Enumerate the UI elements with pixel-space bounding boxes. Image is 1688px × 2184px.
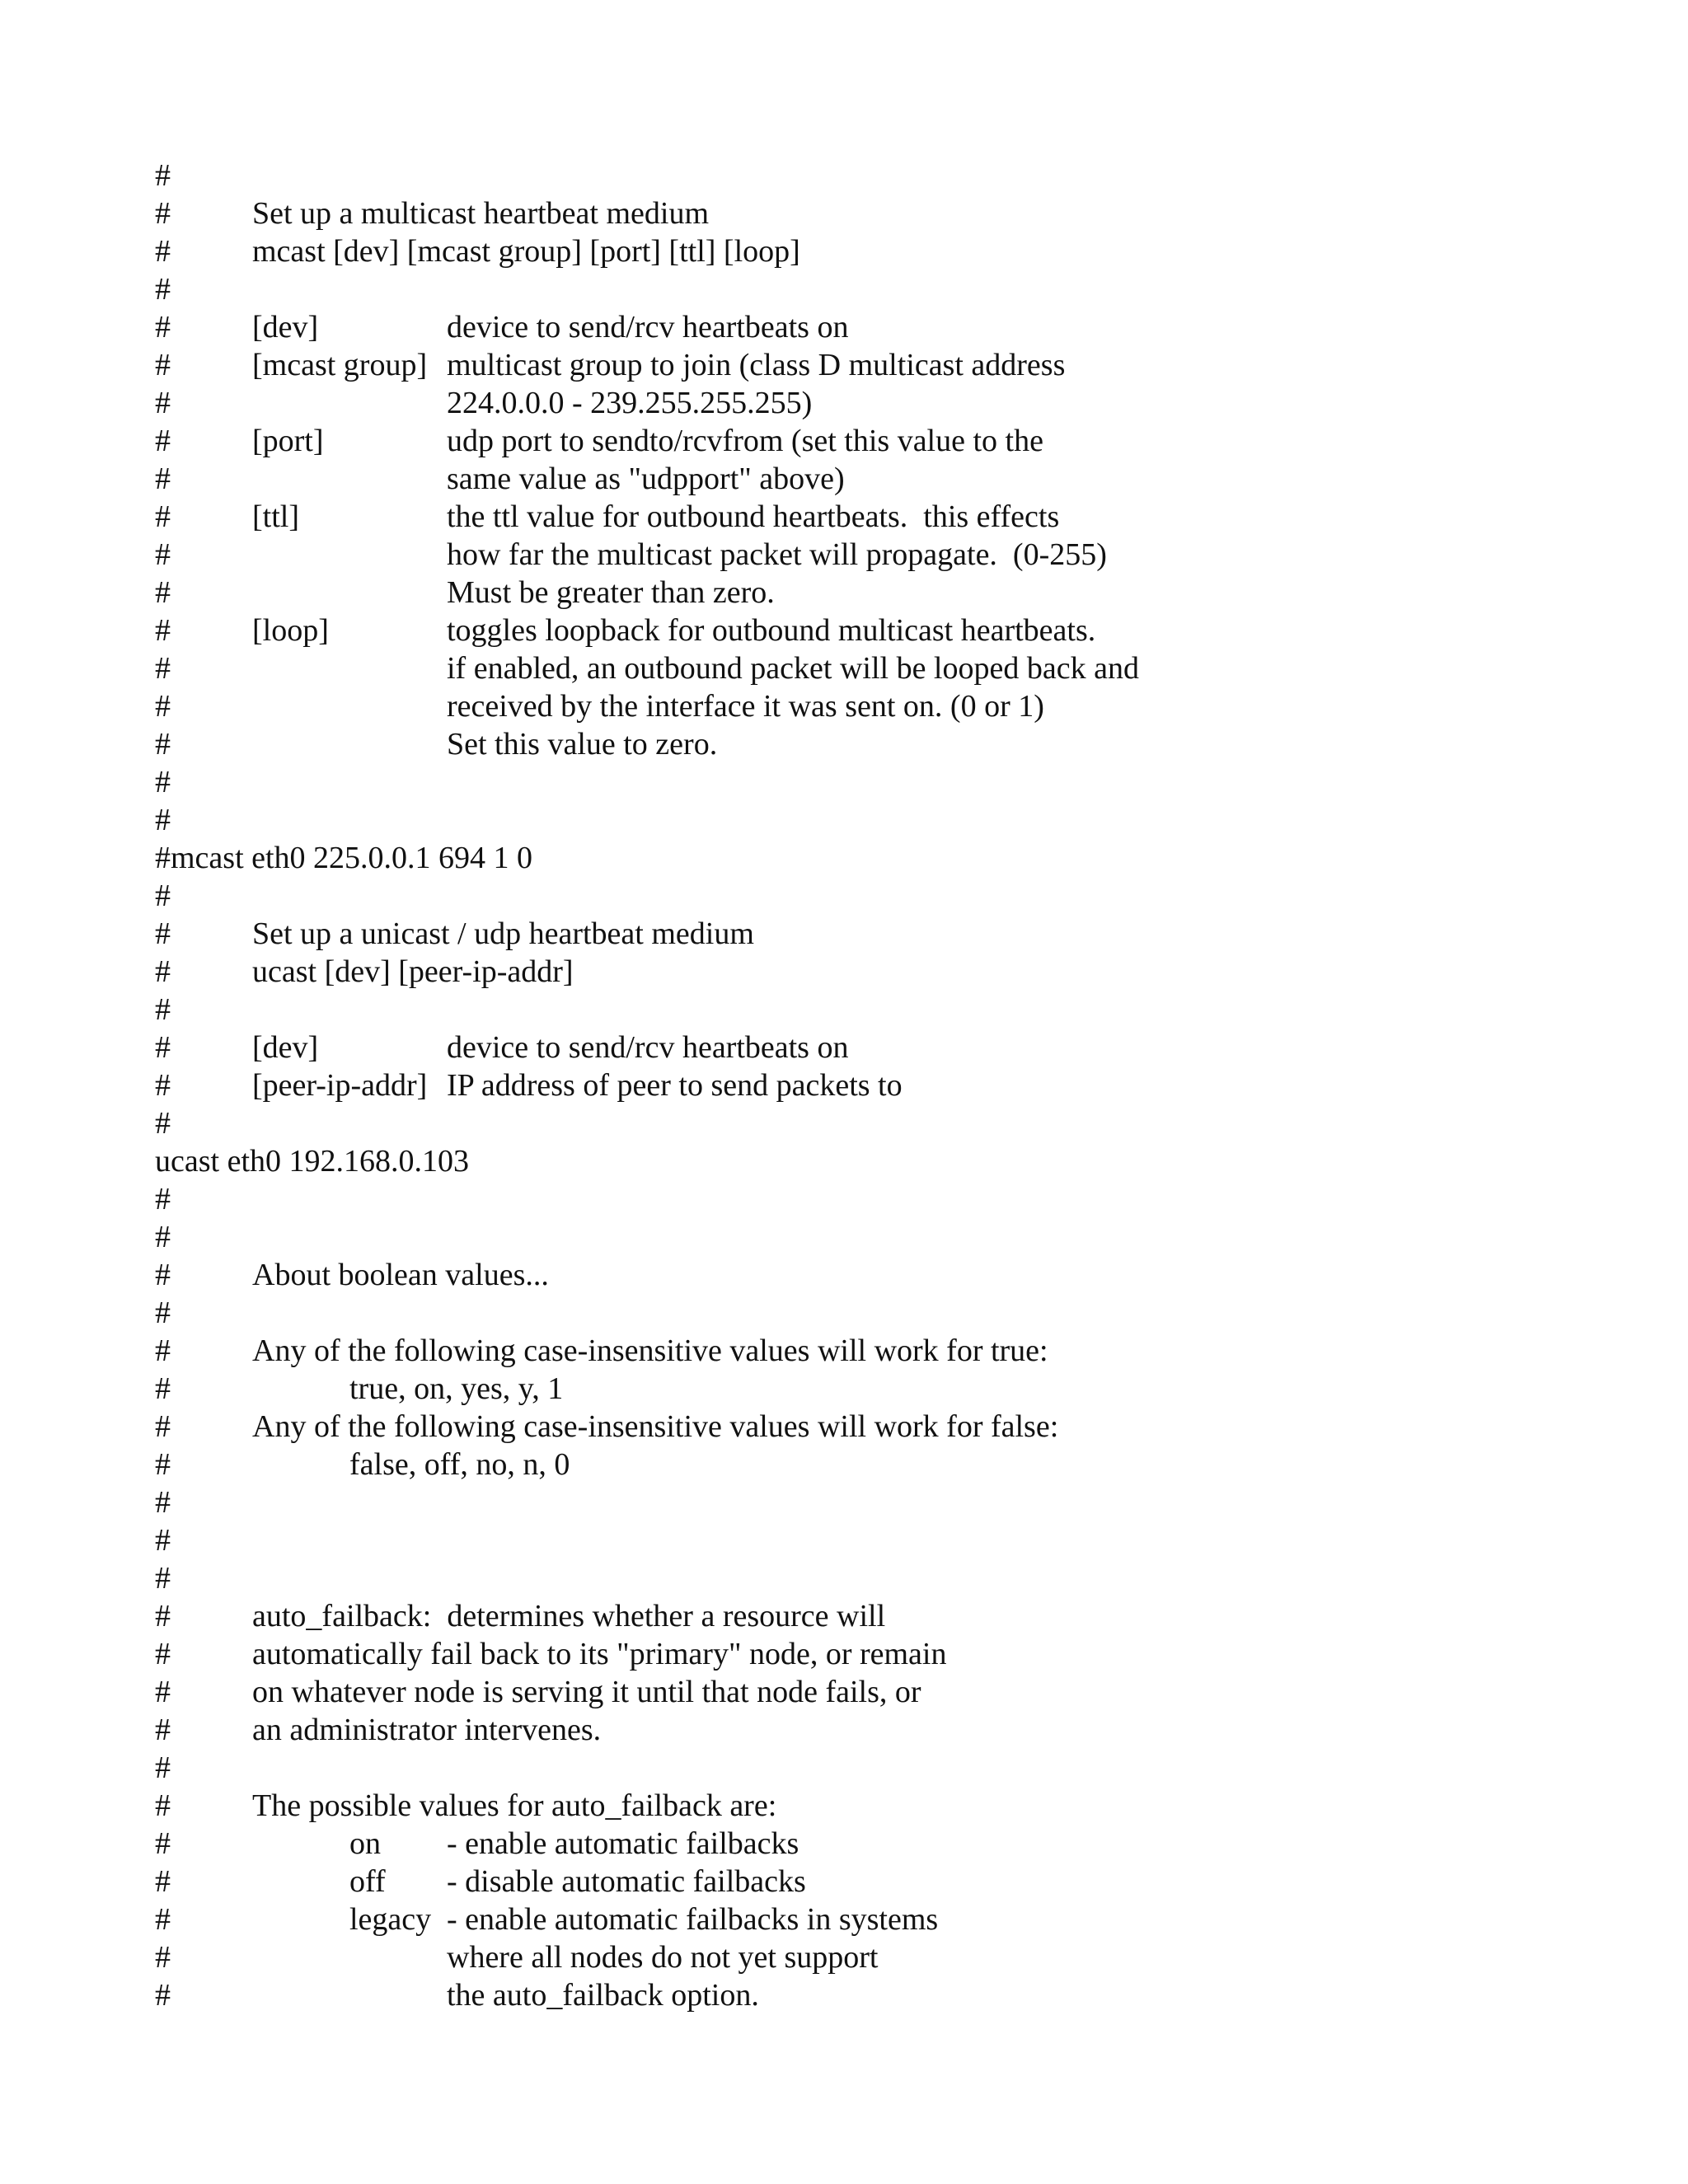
text-column-2: legacy bbox=[349, 1902, 432, 1937]
comment-marker: # bbox=[155, 1713, 171, 1747]
text-line bbox=[155, 649, 1556, 687]
comment-marker: # bbox=[155, 234, 171, 269]
text-column-3: the auto_failback option. bbox=[447, 1978, 759, 2013]
text-line bbox=[155, 270, 1556, 308]
comment-marker: # bbox=[155, 1258, 171, 1292]
text-column-2: on bbox=[349, 1826, 381, 1861]
text-line bbox=[155, 1597, 1556, 1635]
comment-marker: # bbox=[155, 1675, 171, 1709]
text-column-1: [ttl] bbox=[252, 499, 299, 534]
comment-marker: # bbox=[155, 1106, 171, 1141]
comment-marker: # bbox=[155, 1333, 171, 1368]
comment-marker: # bbox=[155, 765, 171, 799]
text-column-3: where all nodes do not yet support bbox=[447, 1940, 879, 1975]
text-line bbox=[155, 1559, 1556, 1597]
comment-marker: # bbox=[155, 575, 171, 610]
text-column-1: ucast [dev] [peer-ip-addr] bbox=[252, 954, 574, 989]
comment-marker: # bbox=[155, 1182, 171, 1216]
comment-marker: # bbox=[155, 1826, 171, 1861]
text-line bbox=[155, 460, 1556, 498]
comment-marker: # bbox=[155, 1788, 171, 1823]
comment-marker: # bbox=[155, 499, 171, 534]
text-line bbox=[155, 687, 1556, 725]
text-column-1: Any of the following case-insensitive values will work for true: bbox=[252, 1333, 1048, 1368]
comment-marker: ucast eth0 192.168.0.103 bbox=[155, 1144, 470, 1179]
text-column-3: received by the interface it was sent on. (0 or 1) bbox=[447, 689, 1044, 724]
text-line bbox=[155, 498, 1556, 536]
text-line bbox=[155, 308, 1556, 346]
text-column-3: 224.0.0.0 - 239.255.255.255) bbox=[447, 386, 813, 420]
text-column-3: Must be greater than zero. bbox=[447, 575, 775, 610]
comment-marker: # bbox=[155, 613, 171, 648]
comment-marker: # bbox=[155, 1599, 171, 1633]
comment-marker: # bbox=[155, 158, 171, 193]
comment-marker: # bbox=[155, 1637, 171, 1671]
comment-marker: # bbox=[155, 1296, 171, 1330]
text-line bbox=[155, 1029, 1556, 1066]
text-line bbox=[155, 953, 1556, 991]
config-text bbox=[155, 157, 1556, 2014]
text-column-1: automatically fail back to its "primary" node, or remain bbox=[252, 1637, 947, 1671]
text-line bbox=[155, 612, 1556, 649]
text-column-1: an administrator intervenes. bbox=[252, 1713, 602, 1747]
text-column-1: mcast [dev] [mcast group] [port] [ttl] [loop] bbox=[252, 234, 800, 269]
text-line bbox=[155, 1408, 1556, 1446]
text-column-1: The possible values for auto_failback are: bbox=[252, 1788, 777, 1823]
text-column-1: on whatever node is serving it until that node fails, or bbox=[252, 1675, 921, 1709]
text-column-1: [mcast group] bbox=[252, 348, 428, 382]
text-line bbox=[155, 536, 1556, 574]
comment-marker: # bbox=[155, 992, 171, 1027]
comment-marker: # bbox=[155, 1561, 171, 1596]
text-column-1: About boolean values... bbox=[252, 1258, 549, 1292]
text-column-1: [port] bbox=[252, 424, 324, 458]
text-line bbox=[155, 725, 1556, 763]
comment-marker: # bbox=[155, 1485, 171, 1520]
text-line bbox=[155, 1521, 1556, 1559]
text-column-3: udp port to sendto/rcvfrom (set this value to the bbox=[447, 424, 1043, 458]
text-line bbox=[155, 1180, 1556, 1218]
text-column-1: [loop] bbox=[252, 613, 329, 648]
text-line bbox=[155, 839, 1556, 877]
comment-marker: # bbox=[155, 1523, 171, 1558]
text-line bbox=[155, 1066, 1556, 1104]
text-line bbox=[155, 1900, 1556, 1938]
text-line bbox=[155, 1370, 1556, 1408]
text-column-3: IP address of peer to send packets to bbox=[447, 1068, 903, 1103]
text-column-3: - enable automatic failbacks bbox=[447, 1826, 799, 1861]
text-line bbox=[155, 1711, 1556, 1749]
text-line bbox=[155, 1825, 1556, 1863]
comment-marker: # bbox=[155, 727, 171, 762]
comment-marker: # bbox=[155, 348, 171, 382]
text-column-3: the ttl value for outbound heartbeats. this effects bbox=[447, 499, 1060, 534]
comment-marker: # bbox=[155, 1220, 171, 1254]
comment-marker: # bbox=[155, 1940, 171, 1975]
text-line bbox=[155, 1749, 1556, 1787]
comment-marker: # bbox=[155, 196, 171, 231]
comment-marker: # bbox=[155, 1068, 171, 1103]
comment-marker: # bbox=[155, 462, 171, 496]
text-line bbox=[155, 574, 1556, 612]
text-column-1: [dev] bbox=[252, 1030, 319, 1065]
text-column-3: - enable automatic failbacks in systems bbox=[447, 1902, 939, 1937]
comment-marker: # bbox=[155, 879, 171, 913]
text-line bbox=[155, 1976, 1556, 2014]
text-line bbox=[155, 1635, 1556, 1673]
text-column-2: false, off, no, n, 0 bbox=[349, 1447, 570, 1482]
text-line bbox=[155, 157, 1556, 194]
text-column-2: off bbox=[349, 1864, 386, 1899]
text-line bbox=[155, 1218, 1556, 1256]
text-column-3: Set this value to zero. bbox=[447, 727, 718, 762]
text-line bbox=[155, 1483, 1556, 1521]
comment-marker: # bbox=[155, 537, 171, 572]
comment-marker: # bbox=[155, 1978, 171, 2013]
text-column-3: device to send/rcv heartbeats on bbox=[447, 1030, 849, 1065]
text-line bbox=[155, 1332, 1556, 1370]
comment-marker: # bbox=[155, 954, 171, 989]
comment-marker: # bbox=[155, 1902, 171, 1937]
text-column-1: [dev] bbox=[252, 310, 319, 344]
comment-marker: # bbox=[155, 424, 171, 458]
text-column-3: if enabled, an outbound packet will be looped back and bbox=[447, 651, 1139, 686]
text-line bbox=[155, 763, 1556, 801]
text-column-3: - disable automatic failbacks bbox=[447, 1864, 806, 1899]
text-column-3: toggles loopback for outbound multicast heartbeats. bbox=[447, 613, 1096, 648]
text-line bbox=[155, 801, 1556, 839]
text-line bbox=[155, 422, 1556, 460]
text-column-1: Set up a multicast heartbeat medium bbox=[252, 196, 710, 231]
text-column-3: device to send/rcv heartbeats on bbox=[447, 310, 849, 344]
text-column-1: [peer-ip-addr] bbox=[252, 1068, 428, 1103]
comment-marker: # bbox=[155, 803, 171, 837]
text-line bbox=[155, 915, 1556, 953]
text-line bbox=[155, 194, 1556, 232]
comment-marker: # bbox=[155, 386, 171, 420]
text-line bbox=[155, 1673, 1556, 1711]
text-line bbox=[155, 1142, 1556, 1180]
text-line bbox=[155, 1938, 1556, 1976]
text-line bbox=[155, 384, 1556, 422]
comment-marker: # bbox=[155, 651, 171, 686]
comment-marker: # bbox=[155, 1371, 171, 1406]
text-line bbox=[155, 1104, 1556, 1142]
comment-marker: # bbox=[155, 1030, 171, 1065]
text-column-3: same value as "udpport" above) bbox=[447, 462, 845, 496]
comment-marker: # bbox=[155, 1447, 171, 1482]
text-column-1: auto_failback: determines whether a resource will bbox=[252, 1599, 886, 1633]
comment-marker: # bbox=[155, 1864, 171, 1899]
text-column-1: Set up a unicast / udp heartbeat medium bbox=[252, 916, 754, 951]
text-line bbox=[155, 877, 1556, 915]
text-column-2: true, on, yes, y, 1 bbox=[349, 1371, 564, 1406]
comment-marker: # bbox=[155, 689, 171, 724]
text-line bbox=[155, 1256, 1556, 1294]
comment-marker: # bbox=[155, 272, 171, 307]
text-line bbox=[155, 346, 1556, 384]
text-line bbox=[155, 991, 1556, 1029]
comment-marker: # bbox=[155, 1750, 171, 1785]
comment-marker: # bbox=[155, 1409, 171, 1444]
text-line bbox=[155, 1294, 1556, 1332]
text-column-3: multicast group to join (class D multicast address bbox=[447, 348, 1066, 382]
comment-marker: # bbox=[155, 916, 171, 951]
text-column-1: Any of the following case-insensitive values will work for false: bbox=[252, 1409, 1059, 1444]
text-line bbox=[155, 1446, 1556, 1483]
comment-marker: #mcast eth0 225.0.0.1 694 1 0 bbox=[155, 841, 533, 875]
text-line bbox=[155, 1787, 1556, 1825]
text-line bbox=[155, 1863, 1556, 1900]
comment-marker: # bbox=[155, 310, 171, 344]
text-line bbox=[155, 232, 1556, 270]
text-column-3: how far the multicast packet will propagate. (0-255) bbox=[447, 537, 1107, 572]
